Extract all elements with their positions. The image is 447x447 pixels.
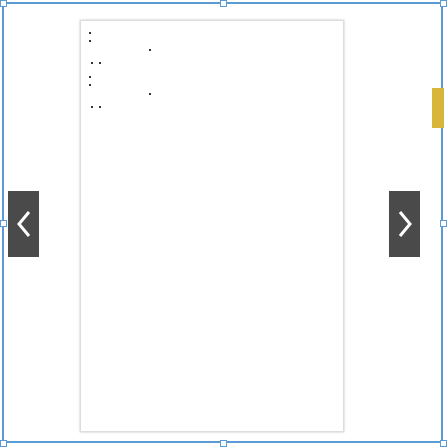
assembler-name-row	[89, 73, 335, 80]
assembler-name-row-blank	[89, 81, 335, 88]
resize-handle-bl[interactable]	[0, 440, 7, 447]
resize-handle-top[interactable]	[220, 0, 227, 7]
resize-handle-left[interactable]	[0, 220, 7, 227]
assembler-tel-fax-row	[89, 103, 335, 110]
resize-handle-tr[interactable]	[440, 0, 447, 7]
chevron-right-icon	[396, 209, 414, 239]
tel-fax-row	[89, 59, 335, 66]
assembler-country-row	[89, 90, 335, 97]
prev-image-button[interactable]	[8, 191, 39, 257]
manufacturer-name-row	[89, 29, 335, 36]
document-page	[80, 20, 344, 432]
resize-handle-tl[interactable]	[0, 0, 7, 7]
country-row	[89, 46, 335, 53]
next-image-button[interactable]	[389, 191, 420, 257]
adjacent-image-thumbnail	[432, 88, 444, 128]
resize-handle-bottom[interactable]	[220, 440, 227, 447]
resize-handle-br[interactable]	[440, 440, 447, 447]
chevron-left-icon	[15, 209, 33, 239]
manufacturer-name-row-blank	[89, 37, 335, 44]
